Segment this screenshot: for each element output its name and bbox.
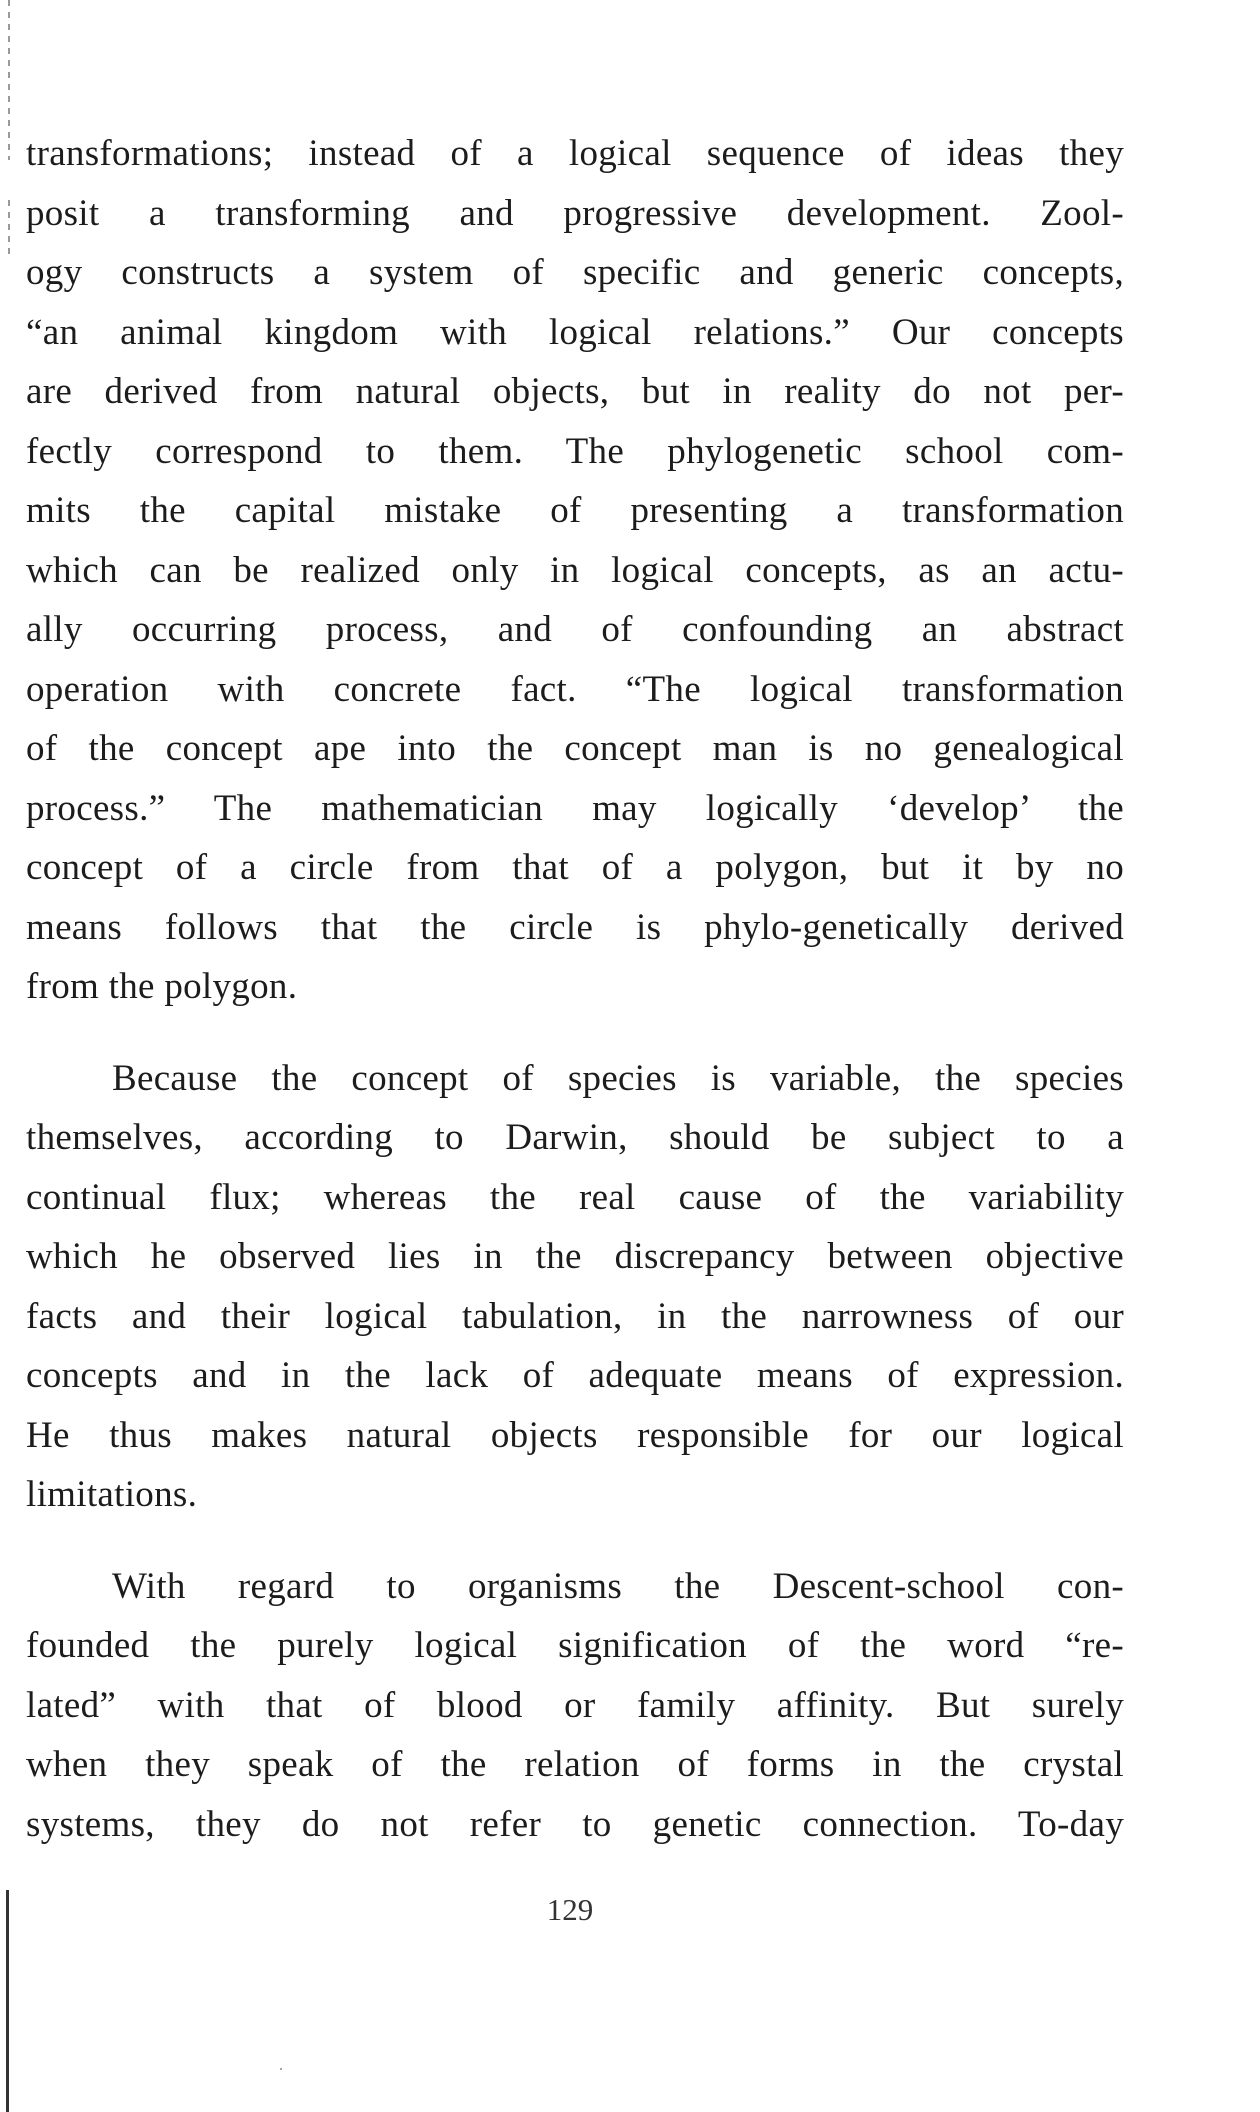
text-line: of the concept ape into the concept man is no genealogical (26, 728, 1124, 769)
text-line: facts and their logical tabulation, in the narrowness of our (26, 1295, 1124, 1337)
paragraph-gap (26, 1017, 1124, 1049)
text-line: which can be realized only in logical concepts, as an actu- (26, 549, 1124, 591)
text-line: fectly correspond to them. The phylogenetic school com- (26, 430, 1124, 472)
text-line: With regard to organisms the Descent-school con- (112, 1565, 1124, 1607)
text-line: which he observed lies in the discrepancy between objective (26, 1236, 1124, 1277)
text-line: means follows that the circle is phylo-genetically derived (26, 906, 1124, 948)
text-line: founded the purely logical signification of the word “re- (26, 1625, 1124, 1666)
scan-edge-mark (8, 0, 10, 160)
text-line: process.” The mathematician may logically ‘develop’ the (26, 787, 1124, 829)
paragraph-1 (26, 124, 1124, 1017)
text-line: posit a transforming and progressive development. Zool- (26, 192, 1124, 234)
paragraph-2 (26, 1049, 1124, 1525)
text-line: are derived from natural objects, but in reality do not per- (26, 371, 1124, 412)
paragraph-gap (26, 1525, 1124, 1557)
text-line: transformations; instead of a logical sequence of ideas they (26, 133, 1124, 174)
text-line: themselves, according to Darwin, should be subject to a (26, 1117, 1124, 1158)
text-line: limitations. (26, 1474, 198, 1515)
text-line: ogy constructs a system of specific and generic concepts, (26, 252, 1124, 293)
text-line: mits the capital mistake of presenting a transformation (26, 490, 1124, 531)
text-line: Because the concept of species is variable, the species (112, 1057, 1124, 1099)
scan-edge-mark (8, 200, 10, 260)
text-line: lated” with that of blood or family affinity. But surely (26, 1684, 1124, 1726)
body-text (26, 124, 1124, 1854)
scan-speck (280, 2068, 282, 2070)
text-line: ally occurring process, and of confounding an abstract (26, 609, 1124, 650)
text-line: continual flux; whereas the real cause of the variability (26, 1176, 1124, 1218)
text-line: “an animal kingdom with logical relations.” Our concepts (26, 311, 1124, 353)
text-line: concepts and in the lack of adequate means of expression. (26, 1355, 1124, 1396)
text-line: concept of a circle from that of a polygon, but it by no (26, 847, 1124, 888)
text-line: operation with concrete fact. “The logical transformation (26, 668, 1124, 710)
paragraph-3 (26, 1557, 1124, 1855)
text-line: from the polygon. (26, 966, 298, 1007)
page-number: 129 (546, 1892, 594, 1927)
text-line: He thus makes natural objects responsible for our logical (26, 1414, 1124, 1456)
text-line: systems, they do not refer to genetic connection. To-day (26, 1803, 1124, 1845)
text-line: when they speak of the relation of forms in the crystal (26, 1744, 1124, 1785)
